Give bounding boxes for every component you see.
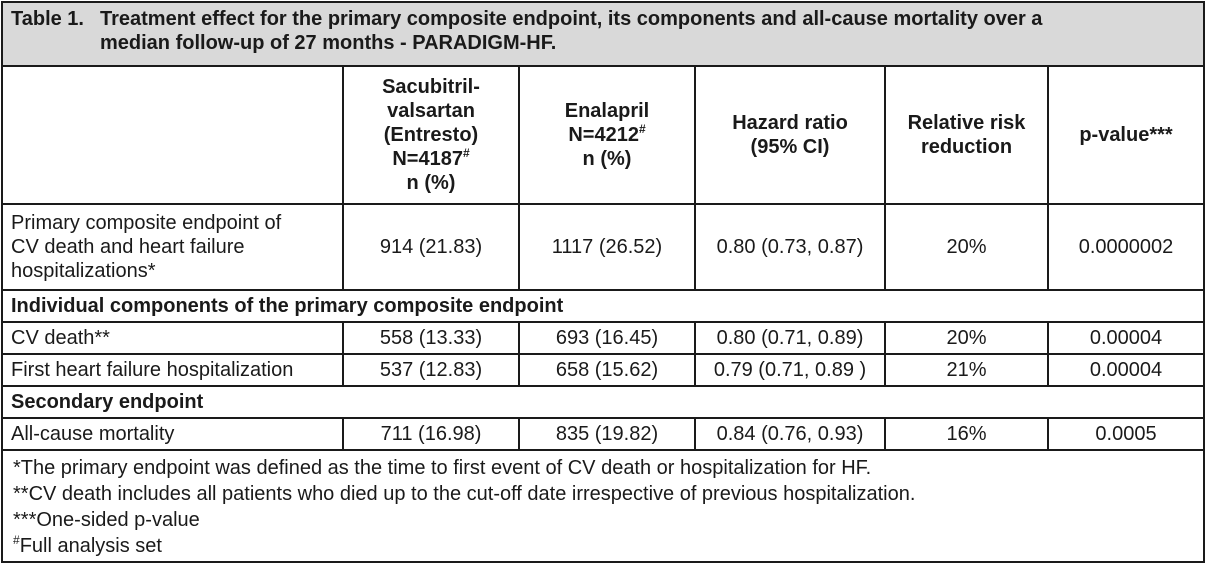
- row-label-primary: [2, 204, 343, 290]
- section-heading-secondary: Secondary endpoint: [2, 386, 1204, 418]
- header-enalapril: [519, 66, 695, 204]
- footnotes: [2, 450, 1204, 562]
- header-enalapril-line: n (%): [582, 148, 632, 170]
- caption-text-1: Treatment effect for the primary composite endpoint, its components and all-cause mortality over a: [100, 8, 1043, 30]
- header-rrr-line: Relative risk: [907, 112, 1026, 134]
- cell-enalapril: 1117 (26.52): [519, 204, 695, 290]
- header-sacubitril-line: Sacubitril-: [382, 76, 480, 98]
- table-row-primary: [2, 204, 1204, 290]
- caption-line-2: median follow-up of 27 months - PARADIGM-HF.: [100, 32, 557, 54]
- cell-rrr: 20%: [885, 322, 1048, 354]
- header-hr-line: (95% CI): [750, 136, 830, 158]
- cell-hazard-ratio: 0.84 (0.76, 0.93): [695, 418, 885, 450]
- section-row-components: [2, 290, 1204, 322]
- cell-rrr: 21%: [885, 354, 1048, 386]
- cell-hazard-ratio: 0.79 (0.71, 0.89 ): [695, 354, 885, 386]
- row-label-line: hospitalizations*: [11, 260, 156, 282]
- cell-hazard-ratio: 0.80 (0.73, 0.87): [695, 204, 885, 290]
- section-row-secondary: [2, 386, 1204, 418]
- footnote-analysis-set: [13, 533, 1195, 559]
- cell-rrr: 16%: [885, 418, 1048, 450]
- cell-hazard-ratio: 0.80 (0.71, 0.89): [695, 322, 885, 354]
- cell-p-value: 0.0000002: [1048, 204, 1204, 290]
- row-label-all-cause: All-cause mortality: [2, 418, 343, 450]
- header-sacubitril-line: n (%): [406, 172, 456, 194]
- cell-sacubitril: 711 (16.98): [343, 418, 519, 450]
- header-sacubitril-n: [352, 147, 510, 171]
- header-rrr-line: reduction: [920, 136, 1013, 158]
- caption-prefix: Table 1.: [11, 8, 84, 30]
- cell-enalapril: 693 (16.45): [519, 322, 695, 354]
- results-table-container: [1, 1, 1203, 562]
- header-enalapril-n: [528, 123, 686, 147]
- header-p-line: p-value***: [1079, 124, 1173, 146]
- footnote-primary-endpoint: *The primary endpoint was defined as the time to first event of CV death or hospitalization for HF.: [13, 457, 872, 479]
- header-relative-risk-reduction: [885, 66, 1048, 204]
- section-heading-components: Individual components of the primary composite endpoint: [2, 290, 1204, 322]
- header-sacubitril-line: valsartan: [387, 100, 475, 122]
- header-hr-line: Hazard ratio: [732, 112, 848, 134]
- superscript-hash: #: [13, 533, 20, 547]
- cell-p-value: 0.00004: [1048, 354, 1204, 386]
- table-caption: [2, 2, 1204, 66]
- footnote-analysis-set-text: Full analysis set: [19, 535, 162, 557]
- caption-row: [2, 2, 1204, 66]
- row-label-line: CV death and heart failure: [11, 236, 245, 258]
- row-label-line: Primary composite endpoint of: [11, 212, 282, 234]
- cell-p-value: 0.00004: [1048, 322, 1204, 354]
- table-row-first-hf-hospitalization: [2, 354, 1204, 386]
- cell-p-value: 0.0005: [1048, 418, 1204, 450]
- cell-enalapril: 658 (15.62): [519, 354, 695, 386]
- footnote-cv-death: **CV death includes all patients who died up to the cut-off date irrespective of previous hospitalization.: [13, 483, 916, 505]
- cell-rrr: 20%: [885, 204, 1048, 290]
- footnotes-row: [2, 450, 1204, 562]
- header-sacubitril-n-text: N=4187: [392, 148, 463, 170]
- cell-sacubitril: 914 (21.83): [343, 204, 519, 290]
- cell-sacubitril: 537 (12.83): [343, 354, 519, 386]
- header-enalapril-n-text: N=4212: [568, 124, 639, 146]
- header-enalapril-line: Enalapril: [564, 100, 650, 122]
- header-sacubitril-line: (Entresto): [383, 124, 479, 146]
- superscript-hash: #: [462, 146, 470, 160]
- caption-line-1: [11, 7, 1195, 31]
- row-label-first-hf: First heart failure hospitalization: [2, 354, 343, 386]
- footnote-p-value: ***One-sided p-value: [13, 509, 200, 531]
- header-hazard-ratio: [695, 66, 885, 204]
- header-p-value: [1048, 66, 1204, 204]
- superscript-hash: #: [638, 122, 646, 136]
- cell-sacubitril: 558 (13.33): [343, 322, 519, 354]
- cell-enalapril: 835 (19.82): [519, 418, 695, 450]
- header-empty: [2, 66, 343, 204]
- results-table: [1, 1, 1205, 563]
- header-sacubitril: [343, 66, 519, 204]
- header-row: [2, 66, 1204, 204]
- table-row-cv-death: [2, 322, 1204, 354]
- row-label-cv-death: CV death**: [2, 322, 343, 354]
- table-row-all-cause-mortality: [2, 418, 1204, 450]
